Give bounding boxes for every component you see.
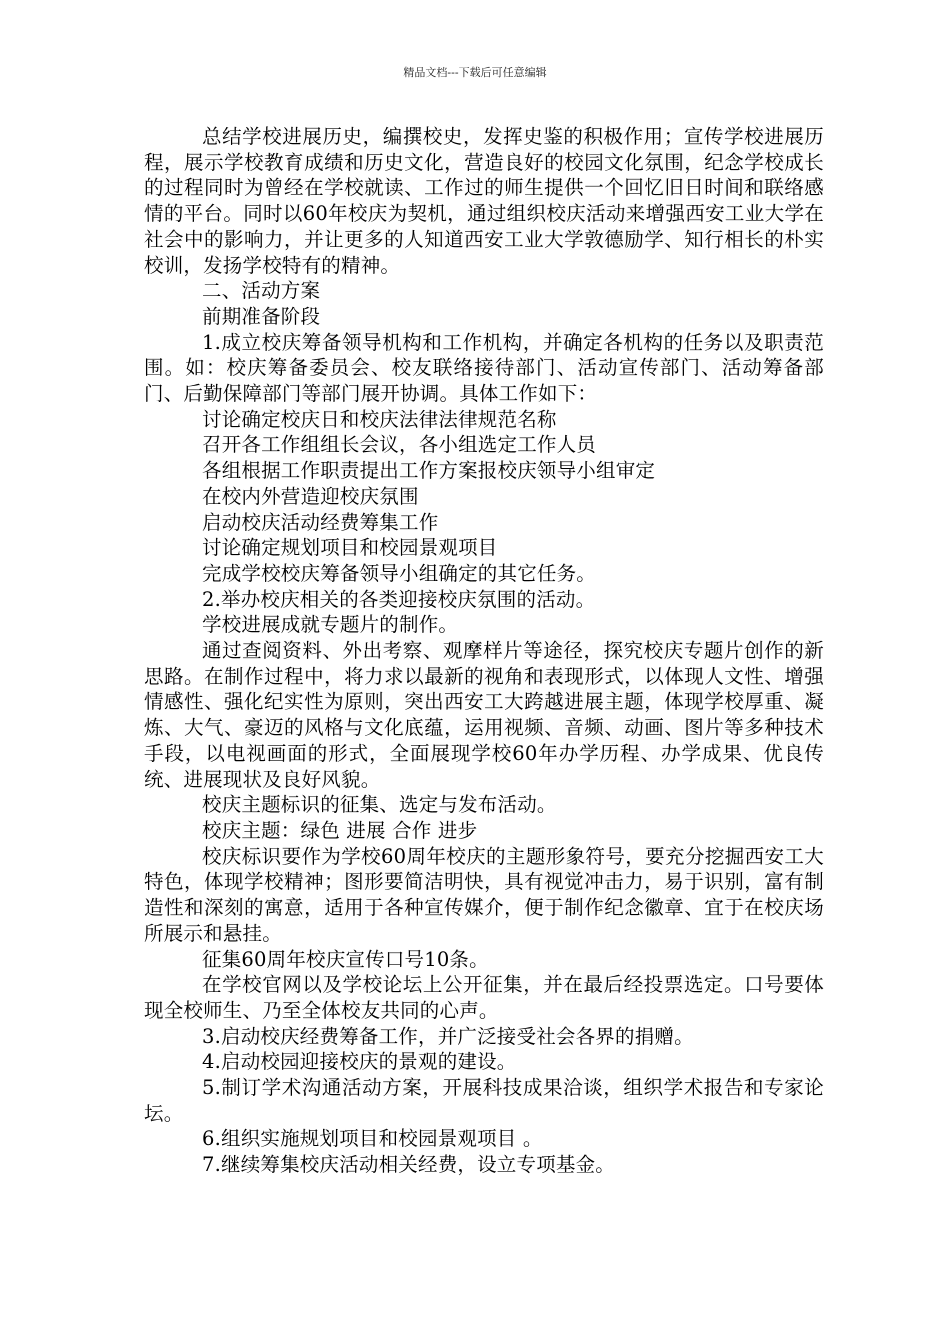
task-item: 讨论确定校庆日和校庆法律法律规范名称 bbox=[202, 407, 557, 431]
task-item: 各组根据工作职责提出工作方案报校庆领导小组审定 bbox=[202, 459, 656, 483]
task-item: 召开各工作组组长会议，各小组选定工作人员 bbox=[202, 433, 597, 457]
list-item-5: 5.制订学术沟通活动方案，开展科技成果洽谈，组织学术报告和专家论坛。 bbox=[144, 1076, 824, 1125]
section-heading-activity-plan: 二、活动方案 bbox=[202, 279, 321, 303]
list-item-2: 2.举办校庆相关的各类迎接校庆氛围的活动。 bbox=[202, 587, 596, 611]
paragraph-film: 通过查阅资料、外出考察、观摩样片等途径，探究校庆专题片创作的新思路。在制作过程中，将力求以最新的视角和表现形式，以体现人文性、增强情感性、强化纪实性为原则，突出西安工大跨越进展主题，体现学校厚重、凝炼、大气、豪迈的风格与文化底蕴，运用视频、音频、动画、图片等多种技术手段，以电视画面的形式，全面展现学校60年办学历程、办学成果、优良传统、进展现状及良好风貌。 bbox=[144, 639, 824, 791]
subheading-preparation-stage: 前期准备阶段 bbox=[202, 304, 321, 328]
list-item-6: 6.组织实施规划项目和校园景观项目 。 bbox=[202, 1127, 543, 1151]
list-item-4: 4.启动校园迎接校庆的景观的建设。 bbox=[202, 1050, 517, 1074]
subheading-film: 学校进展成就专题片的制作。 bbox=[202, 613, 459, 637]
subheading-slogan: 征集60周年校庆宣传口号10条。 bbox=[202, 947, 489, 971]
task-item: 在校内外营造迎校庆氛围 bbox=[202, 484, 419, 508]
paragraph-summary: 总结学校进展历史，编撰校史，发挥史鉴的积极作用；宣传学校进展历程，展示学校教育成绩和历史文化，营造良好的校园文化氛围，纪念学校成长的过程同时为曾经在学校就读、工作过的师生提供一个回忆旧日时间和联络感情的平台。同时以60年校庆为契机，通过组织校庆活动来增强西安工业大学在社会中的影响力，并让更多的人知道西安工业大学敦德励学、知行相长的朴实校训，发扬学校特有的精神。 bbox=[144, 125, 824, 277]
paragraph-logo: 校庆标识要作为学校60周年校庆的主题形象符号，要充分挖掘西安工大特色，体现学校精神；图形要简洁明快，具有视觉冲击力，易于识别，富有制造性和深刻的寓意，适用于各种宣传媒介，便于制作纪念徽章、宜于在校庆场所展示和悬挂。 bbox=[144, 844, 824, 945]
task-item: 讨论确定规划项目和校园景观项目 bbox=[202, 536, 498, 560]
page-header: 精品文档---下载后可任意编辑 bbox=[403, 66, 547, 79]
task-item: 启动校庆活动经费筹集工作 bbox=[202, 510, 439, 534]
paragraph-slogan: 在学校官网以及学校论坛上公开征集，并在最后经投票选定。口号要体现全校师生、乃至全体校友共同的心声。 bbox=[144, 973, 824, 1022]
subheading-logo: 校庆主题标识的征集、选定与发布活动。 bbox=[202, 793, 557, 817]
list-item-3: 3.启动校庆经费筹备工作，并广泛接受社会各界的捐赠。 bbox=[202, 1024, 694, 1048]
theme-line: 校庆主题：绿色 进展 合作 进步 bbox=[202, 818, 478, 842]
list-item-1: 1.成立校庆筹备领导机构和工作机构，并确定各机构的任务以及职责范围。如：校庆筹备委员会、校友联络接待部门、活动宣传部门、活动筹备部门、后勤保障部门等部门展开协调。具体工作如下： bbox=[144, 330, 824, 406]
list-item-7: 7.继续筹集校庆活动相关经费，设立专项基金。 bbox=[202, 1153, 616, 1177]
task-item: 完成学校校庆筹备领导小组确定的其它任务。 bbox=[202, 561, 597, 585]
document-body bbox=[144, 124, 824, 1178]
